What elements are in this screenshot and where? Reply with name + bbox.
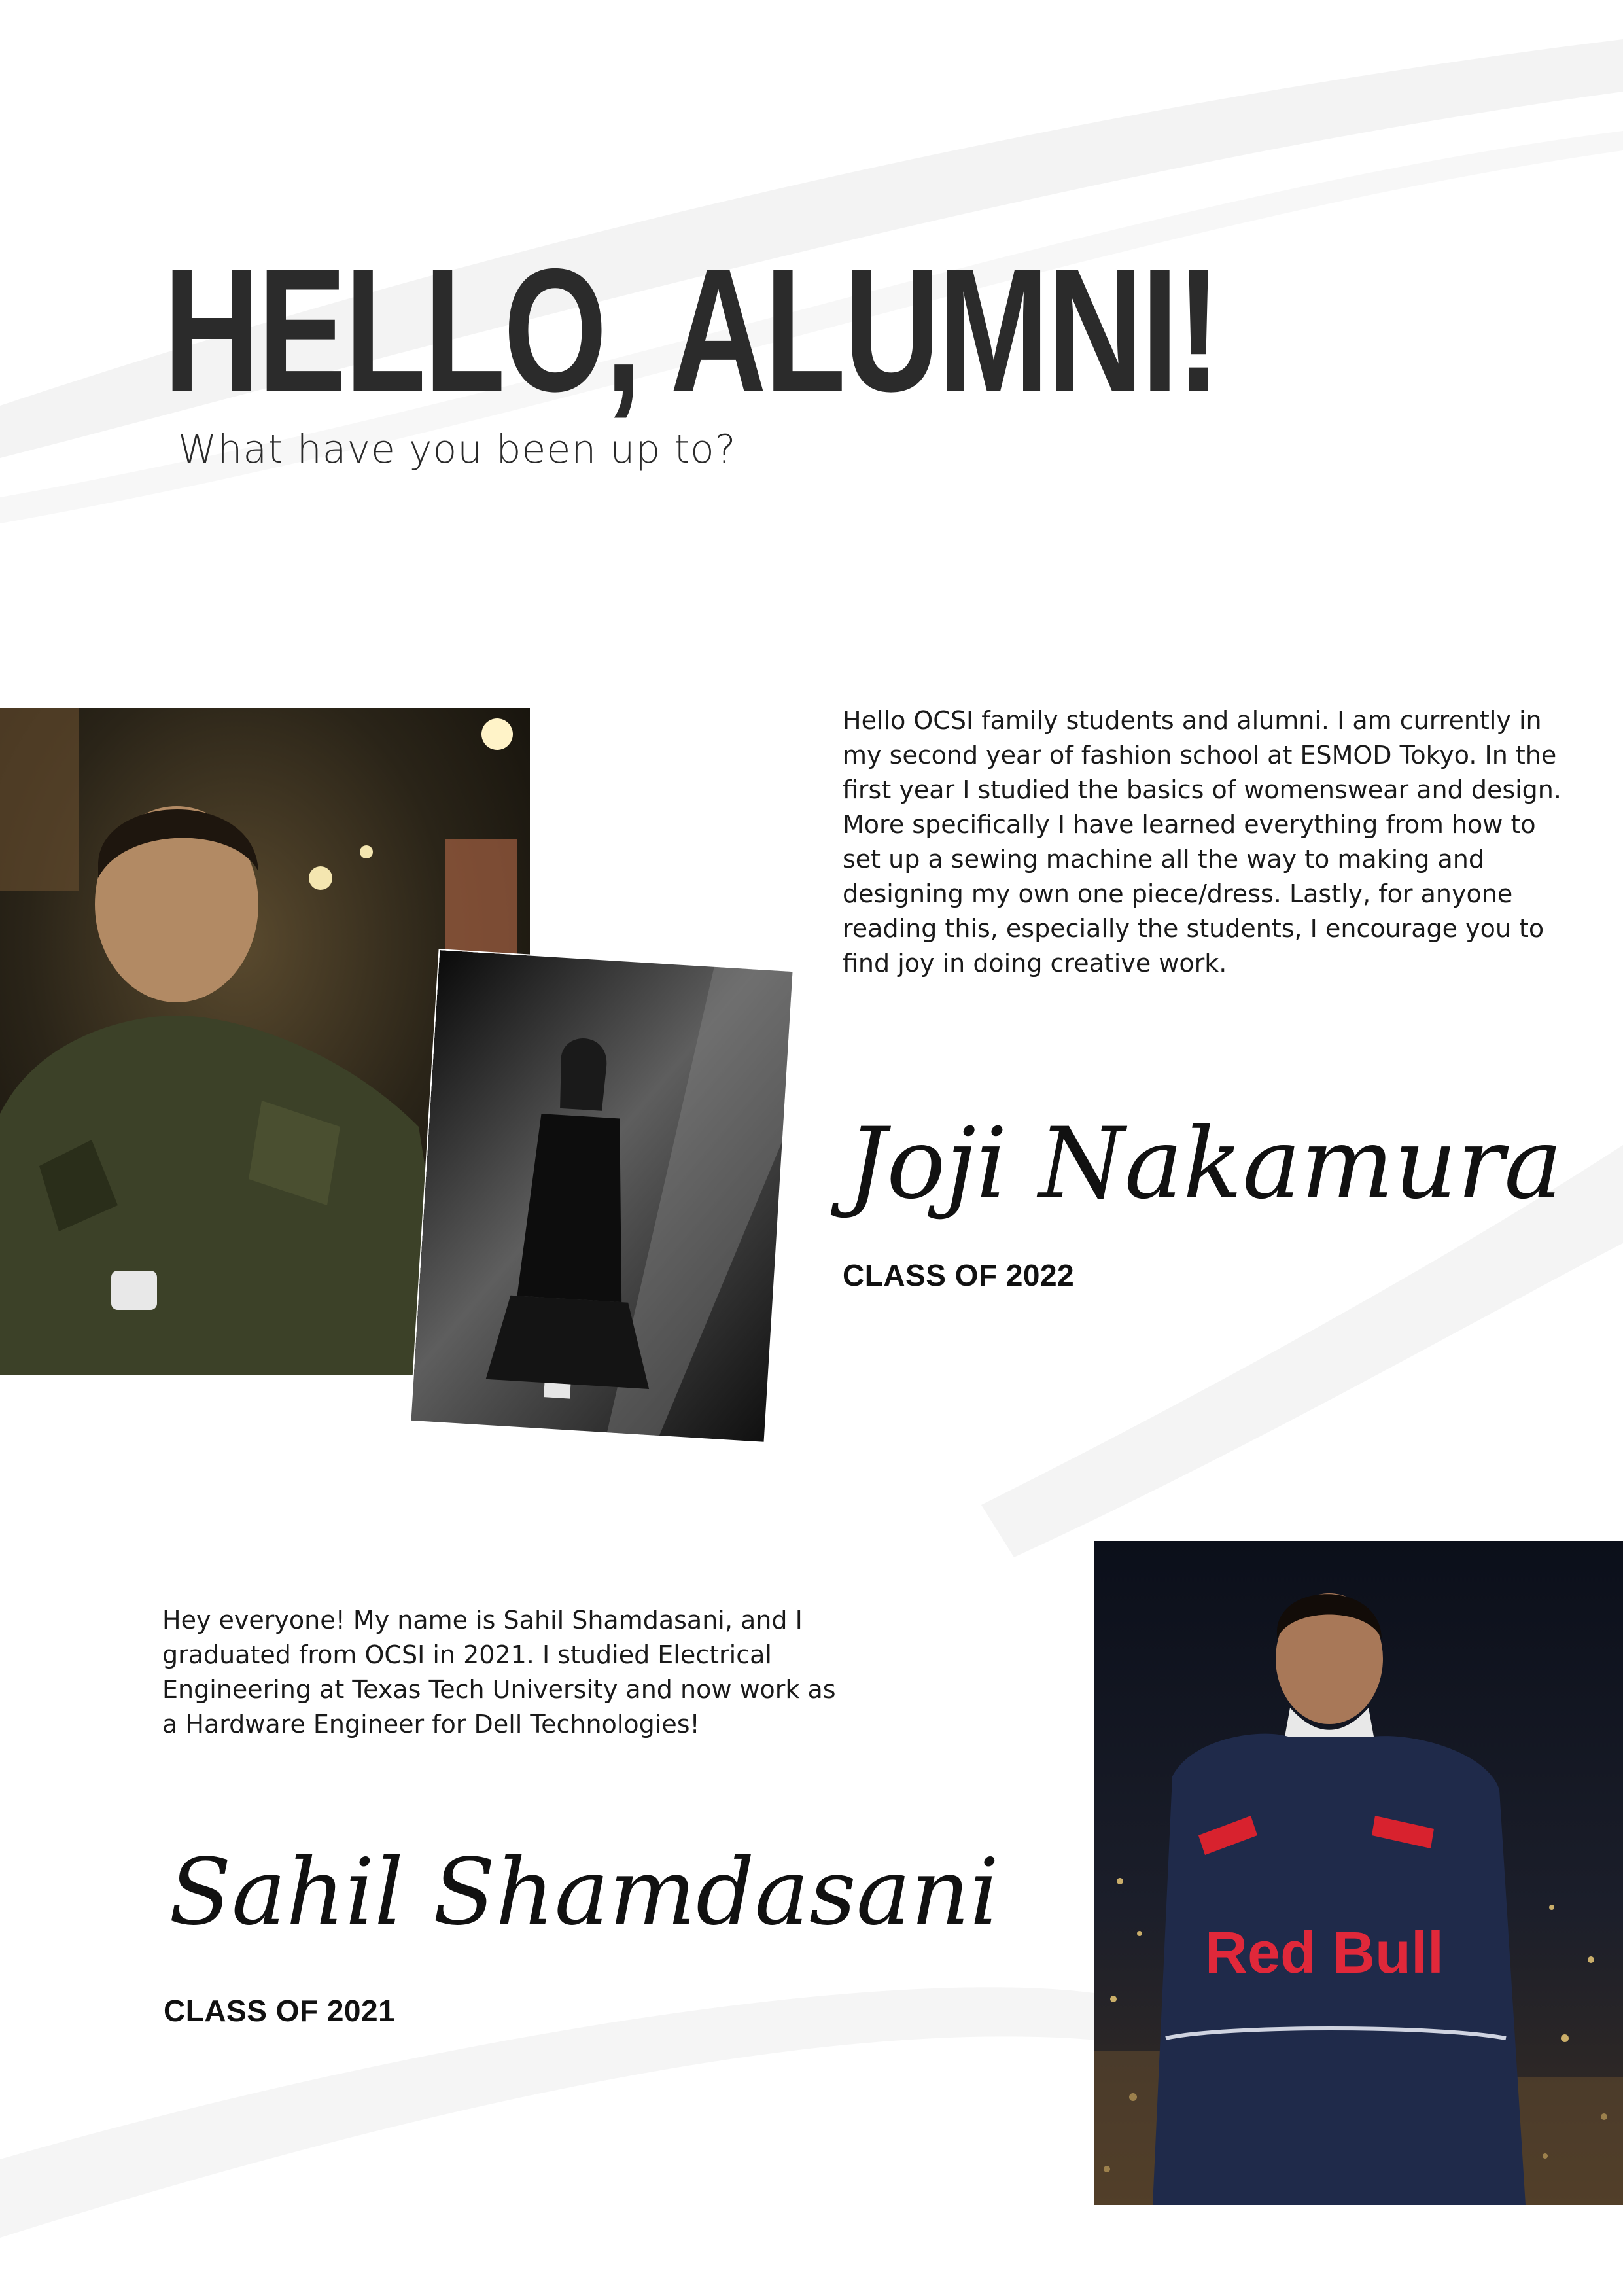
sahil-signature	[162, 1826, 1000, 1983]
joji-class-label: CLASS OF 2022	[843, 1258, 1075, 1292]
joji-signature-text: Joji Nakamura	[847, 1107, 1563, 1221]
sahil-testimonial-text: Hey everyone! My name is Sahil Shamdasani, and I graduated from OCSI in 2021. I studied Electrical Engineering at Texas Tech University and now work as a Hardware Engineer for Dell Technologies!	[162, 1606, 836, 1739]
sahil-jacket-logo: Red Bull	[1205, 1920, 1444, 1986]
page-subtitle: What have you been up to?	[178, 427, 737, 472]
sahil-photo	[1094, 1541, 1623, 2205]
sahil-class-label: CLASS OF 2021	[164, 1994, 396, 2028]
sahil-signature-text: Sahil Shamdasani	[169, 1839, 1000, 1946]
joji-testimonial	[843, 703, 1562, 981]
joji-signature	[841, 1099, 1563, 1256]
sahil-testimonial	[162, 1603, 856, 1742]
joji-runway-photo	[411, 950, 793, 1442]
page-title: HELLO, ALUMNI!	[164, 232, 1219, 428]
joji-testimonial-text: Hello OCSI family students and alumni. I am currently in my second year of fashion school at ESMOD Tokyo. In the first year I studied the basics of womenswear and design. More specifically I have learned everything from how to set up a sewing machine all the way to making and designing my own one piece/dress. Lastly, for anyone reading this, especially the students, I encourage you to find joy in doing creative work.	[843, 706, 1562, 978]
